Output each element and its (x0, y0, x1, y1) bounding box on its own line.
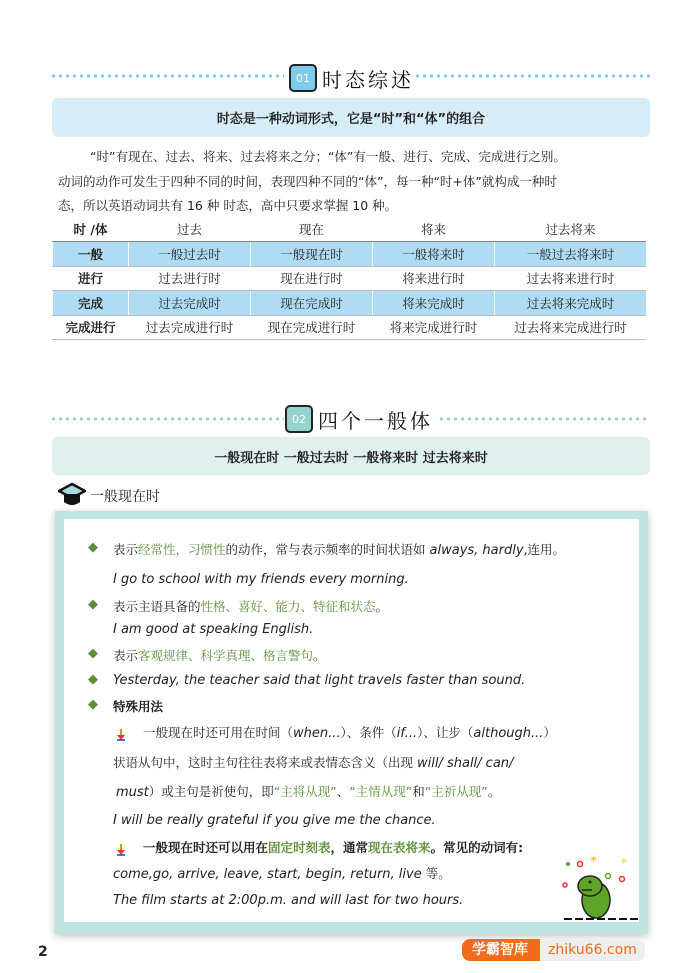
table-cell: 一般过去将来时 (495, 242, 647, 267)
text-segment: 一般现在时还可以用在 (143, 840, 269, 855)
text-segment: 。常见的动词有: (430, 840, 524, 855)
diamond-bullet-icon: ◆ (88, 597, 98, 612)
table-cell: 过去将来进行时 (495, 266, 647, 291)
row-label: 一般 (53, 242, 129, 267)
text-segment: must (116, 785, 149, 800)
arrow-bullet-icon (116, 841, 126, 853)
dotted-divider (50, 417, 284, 421)
section-title: 四个一般体 (318, 409, 433, 433)
text-segment: when... (293, 726, 341, 741)
content-line (113, 540, 565, 558)
paragraph-line: “时”有现在、过去、将来、过去将来之分；“体”有一般、进行、完成、完成进行之别。 (90, 149, 566, 164)
subheading: 一般现在时 (90, 489, 160, 505)
text-segment: ）、条件（ (340, 725, 397, 740)
text-segment: come,go, arrive, leave, start, begin, return, live (113, 867, 422, 882)
section-banner: 一般现在时 一般过去时 一般将来时 过去将来时 (52, 437, 650, 475)
table-cell: 过去进行时 (129, 266, 251, 291)
text-segment: 。 (375, 599, 389, 614)
table-row (53, 242, 647, 267)
intro-paragraph (58, 145, 648, 219)
svg-text:✳: ✳ (620, 857, 628, 867)
header-cell: 现在 (251, 217, 373, 242)
row-label: 进行 (53, 266, 129, 291)
text-segment: 一般现在时还可用在时间（ (143, 725, 294, 740)
text-segment: Yesterday, the teacher said that light travels faster than sound. (113, 673, 526, 688)
row-label: 完成 (53, 291, 129, 316)
content-line (113, 697, 163, 715)
content-line (143, 838, 523, 856)
table-header-row (53, 217, 647, 242)
text-segment: 。 (487, 784, 501, 799)
highlight-text: “主祈从现” (424, 784, 488, 799)
watermark-brand: 学霸智库 (462, 939, 540, 961)
diamond-bullet-icon: ◆ (88, 697, 98, 712)
text-segment: 、 (336, 784, 350, 799)
text-segment: 特殊用法 (113, 699, 164, 714)
highlight-text: 现在表将来 (368, 840, 431, 855)
header-cell: 过去将来 (495, 217, 647, 242)
text-segment: 表示 (113, 648, 139, 663)
section-number-badge: 01 (289, 64, 317, 92)
table-cell: 一般将来时 (373, 242, 495, 267)
table-cell: 过去完成进行时 (129, 315, 251, 340)
table-cell: 将来进行时 (373, 266, 495, 291)
content-line (113, 812, 436, 828)
content-line (143, 723, 556, 741)
content-line (113, 864, 451, 882)
highlight-text: 经常性，习惯性 (138, 542, 226, 557)
section-title: 时态综述 (322, 68, 414, 92)
table-row (53, 291, 647, 316)
text-segment: 表示 (113, 542, 139, 557)
watermark-url: zhiku66.com (540, 939, 645, 961)
header-cell: 时 /体 (53, 217, 129, 242)
table-cell: 过去完成时 (129, 291, 251, 316)
content-line (113, 571, 409, 587)
text-segment: ） (543, 725, 556, 740)
watermark (462, 939, 645, 961)
page-number: 2 (38, 944, 48, 960)
dotted-divider (414, 74, 650, 78)
content-line (113, 646, 326, 664)
highlight-text: 性格、喜好、能力、特征和状态 (200, 599, 376, 614)
paragraph-line: 态，所以英语动词共有 16 种 时态，高中只要求掌握 10 种。 (58, 198, 398, 213)
text-segment: always, hardly (429, 543, 524, 558)
dinosaur-illustration (560, 852, 640, 924)
table-cell: 将来完成时 (373, 291, 495, 316)
text-segment: I will be really grateful if you give me the chance. (113, 813, 436, 828)
content-line (113, 621, 313, 637)
row-label: 完成进行 (53, 315, 129, 340)
text-segment: The film starts at 2:00p.m. and will last for two hours. (113, 893, 464, 908)
diamond-bullet-icon: ◆ (88, 646, 98, 661)
text-segment: I go to school with my friends every morning. (113, 572, 409, 587)
diamond-bullet-icon: ◆ (88, 672, 98, 687)
table-cell: 过去将来完成时 (495, 291, 647, 316)
text-segment: ）或主句是祈使句，即 (148, 784, 274, 799)
dotted-divider (438, 417, 650, 421)
text-segment: 等。 (421, 866, 451, 881)
text-segment: 状语从句中，这时主句往往表将来或表情态含义（出现 (113, 755, 417, 770)
table-row (53, 266, 647, 291)
text-segment: if... (396, 726, 418, 741)
highlight-text: 固定时刻表 (268, 840, 331, 855)
table-cell: 现在完成进行时 (251, 315, 373, 340)
dotted-divider (50, 74, 284, 78)
text-segment: ）、让步（ (417, 725, 474, 740)
table-cell: 现在完成时 (251, 291, 373, 316)
header-cell: 过去 (129, 217, 251, 242)
highlight-text: “主情从现” (349, 784, 413, 799)
content-line (113, 672, 525, 688)
content-line (113, 892, 463, 908)
content-line (113, 753, 513, 771)
header-cell: 将来 (373, 217, 495, 242)
graduation-cap-icon (58, 482, 86, 508)
arrow-bullet-icon (116, 726, 126, 738)
table-cell: 一般现在时 (251, 242, 373, 267)
tense-table (52, 217, 646, 340)
text-segment: although... (473, 726, 544, 741)
highlight-text: “主将从现” (273, 784, 337, 799)
text-segment: 表示主语具备的 (113, 599, 201, 614)
table-cell: 一般过去时 (129, 242, 251, 267)
text-segment: I am good at speaking English. (113, 622, 314, 637)
text-segment: ，通常 (330, 840, 369, 855)
table-cell: 将来完成进行时 (373, 315, 495, 340)
text-segment: 的动作，常与表示频率的时间状语如 (225, 542, 430, 557)
section-number-badge: 02 (285, 405, 313, 433)
text-segment: ,连用。 (523, 542, 566, 557)
svg-text:✳: ✳ (590, 855, 598, 865)
text-segment: will/ shall/ can/ (416, 756, 514, 771)
highlight-text: 客观规律、科学真理、格言警句 (138, 648, 314, 663)
content-line (113, 597, 388, 615)
table-cell: 过去将来完成进行时 (495, 315, 647, 340)
table-cell: 现在进行时 (251, 266, 373, 291)
section-banner: 时态是一种动词形式，它是“时”和“体”的组合 (52, 98, 650, 137)
table-row (53, 315, 647, 340)
content-line (116, 782, 500, 800)
paragraph-line: 动词的动作可发生于四种不同的时间，表现四种不同的“体”，每一种“时+体”就构成一种时 (58, 173, 557, 189)
text-segment: 。 (313, 648, 326, 663)
diamond-bullet-icon: ◆ (88, 540, 98, 555)
text-segment: 和 (412, 784, 425, 799)
